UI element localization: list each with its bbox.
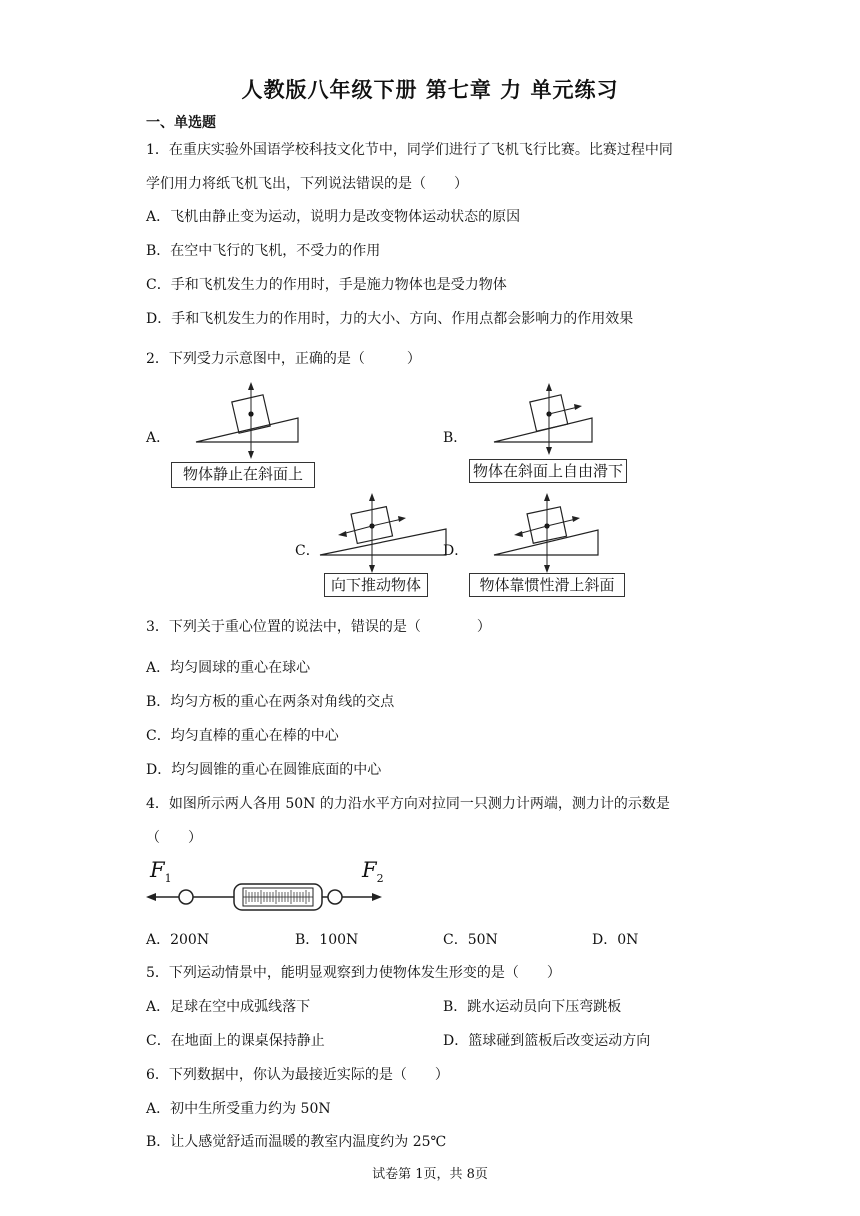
q4-f2-label: $F_2$ <box>362 858 384 886</box>
q2-label-d: D． <box>443 543 469 559</box>
q1-stem-line1: 1．在重庆实验外国语学校科技文化节中，同学们进行了飞机飞行比赛。比赛过程中同 <box>146 142 673 158</box>
q6-option-a: A．初中生所受重力约为 50N <box>146 1101 331 1117</box>
q4-option-a: A．200N <box>146 932 210 948</box>
q5-option-d: D．篮球碰到篮板后改变运动方向 <box>443 1033 651 1049</box>
q2-caption-d: 物体靠惯性滑上斜面 <box>469 573 625 597</box>
q4-stem-line1: 4．如图所示两人各用 50N 的力沿水平方向对拉同一只测力计两端，测力计的示数是 <box>146 796 670 812</box>
q6-option-b: B．让人感觉舒适而温暖的教室内温度约为 25℃ <box>146 1134 447 1150</box>
q2-label-b: B． <box>443 430 468 446</box>
q5-option-c: C．在地面上的课桌保持静止 <box>146 1033 325 1049</box>
q2-caption-c: 向下推动物体 <box>324 573 428 597</box>
q2-label-a: A． <box>146 430 171 446</box>
q3-stem: 3．下列关于重心位置的说法中，错误的是（ ） <box>146 619 491 635</box>
q3-option-a: A．均匀圆球的重心在球心 <box>146 660 311 676</box>
q4-option-b: B．100N <box>295 932 359 948</box>
q4-option-c: C．50N <box>443 932 498 948</box>
q6-stem: 6．下列数据中，你认为最接近实际的是（ ） <box>146 1067 449 1083</box>
page-title: 人教版八年级下册 第七章 力 单元练习 <box>241 78 619 102</box>
q1-option-b: B．在空中飞行的飞机，不受力的作用 <box>146 243 381 259</box>
section-heading: 一、单选题 <box>146 115 216 131</box>
page-footer: 试卷第 1页，共 8页 <box>372 1167 488 1182</box>
q5-option-a: A．足球在空中成弧线落下 <box>146 999 311 1015</box>
q2-caption-b: 物体在斜面上自由滑下 <box>469 459 627 483</box>
q5-stem: 5．下列运动情景中，能明显观察到力使物体发生形变的是（ ） <box>146 965 561 981</box>
q3-option-b: B．均匀方板的重心在两条对角线的交点 <box>146 694 395 710</box>
q4-stem-line2: （ ） <box>146 830 202 846</box>
q1-option-c: C．手和飞机发生力的作用时，手是施力物体也是受力物体 <box>146 277 507 293</box>
q5-option-b: B．跳水运动员向下压弯跳板 <box>443 999 622 1015</box>
q2-caption-a: 物体静止在斜面上 <box>171 462 315 488</box>
q2-stem: 2．下列受力示意图中，正确的是（ ） <box>146 351 421 367</box>
q1-option-a: A．飞机由静止变为运动，说明力是改变物体运动状态的原因 <box>146 209 521 225</box>
q3-option-c: C．均匀直棒的重心在棒的中心 <box>146 728 339 744</box>
q1-option-d: D．手和飞机发生力的作用时，力的大小、方向、作用点都会影响力的作用效果 <box>146 311 634 327</box>
q3-option-d: D．均匀圆锥的重心在圆锥底面的中心 <box>146 762 382 778</box>
q2-label-c: C． <box>295 543 320 559</box>
q4-option-d: D．0N <box>592 932 639 948</box>
q1-stem-line2: 学们用力将纸飞机飞出，下列说法错误的是（ ） <box>146 176 468 192</box>
q4-f1-label: $F_1$ <box>150 858 172 886</box>
